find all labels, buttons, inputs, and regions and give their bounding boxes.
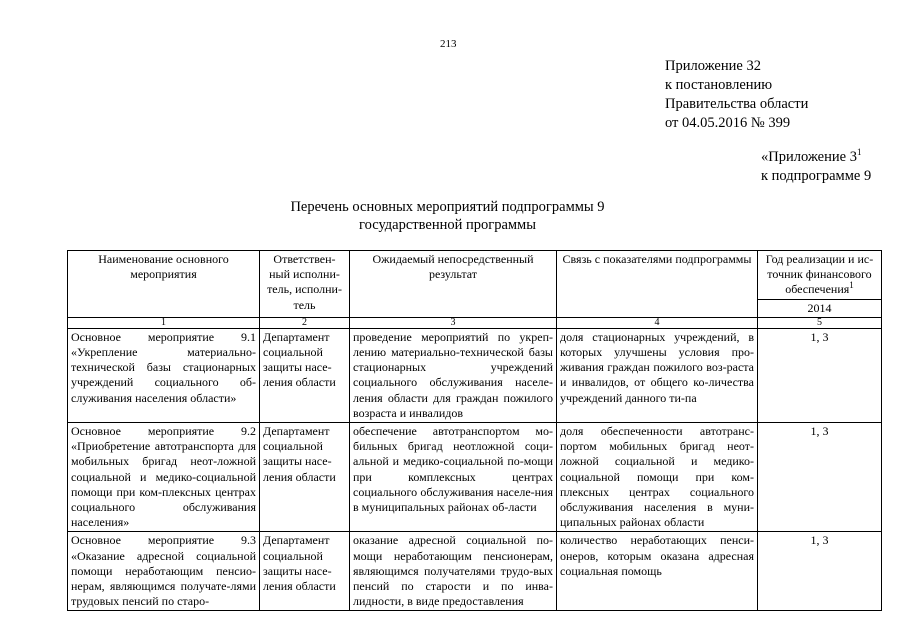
measure-result: обеспечение автотранспортом мо-бильных бригад неотложной соци-альной и медико-социальной по-мощи при комплексных центрах социального обслуживания населе-ния в муниципальных районах об-ласти (350, 423, 557, 532)
appendix-sub-line1: «Приложение $3^1$ (761, 147, 862, 165)
column-number: 5 (758, 317, 882, 328)
page-number: 213 (440, 38, 457, 50)
appendix-line: от 04.05.2016 № 399 (665, 115, 791, 131)
measure-indicator: количество неработающих пенси-онеров, которым оказана адресная социальная помощь (557, 532, 758, 611)
header-indicator: Связь с показателями подпрограммы (557, 251, 758, 318)
column-number-row (68, 317, 882, 328)
measure-name: Основное мероприятие 9.1 «Укрепление материально-технической базы стационарных учреждений социального об-служивания населения области» (68, 328, 260, 422)
footnote-mark: 1 (849, 280, 854, 291)
column-number: 3 (350, 317, 557, 328)
column-number: 4 (557, 317, 758, 328)
measure-executor: Департамент социальной защиты насе-ления области (260, 532, 350, 611)
measure-executor: Департамент социальной защиты насе-ления области (260, 423, 350, 532)
measure-indicator: доля стационарных учреждений, в которых улучшены условия про-живания граждан пожилого воз-раста и инвалидов, от общего ко-личества учреждений данного ти-па (557, 328, 758, 422)
measure-result: проведение мероприятий по укреп-лению материально-технической базы стационарных учреждений социального обслуживания населе-ления области для граждан пожилого возраста и инвалидов (350, 328, 557, 422)
appendix-block (665, 57, 808, 133)
measure-year-source: 1, 3 (758, 532, 882, 611)
appendix-line: к постановлению (665, 77, 773, 93)
header-result: Ожидаемый непосредственный результат (350, 251, 557, 318)
footnote-mark: 1 (856, 147, 862, 158)
measure-year-source: 1, 3 (758, 423, 882, 532)
header-row (68, 251, 882, 300)
measure-year-source: 1, 3 (758, 328, 882, 422)
measure-result: оказание адресной социальной по-мощи неработающим пенсионерам, являющимся получателями трудо-вых пенсий по старости и по инва-лидности, в виде предоставления (350, 532, 557, 611)
measure-name: Основное мероприятие 9.3 «Оказание адресной социальной помощи неработающим пенсио-нерам, являющимся получате-лями трудовых пенсий по старо- (68, 532, 260, 611)
column-number: 2 (260, 317, 350, 328)
column-number: 1 (68, 317, 260, 328)
title-line1: Перечень основных мероприятий подпрограммы 9 (290, 199, 605, 215)
measure-executor: Департамент социальной защиты насе-ления области (260, 328, 350, 422)
appendix-line: Приложение 32 (665, 58, 761, 74)
measure-name: Основное мероприятие 9.2 «Приобретение автотранспорта для мобильных бригад неот-ложной социальной и медико-социальной помощи при ком-плексных центрах социального обслуживания населения» (68, 423, 260, 532)
measures-table (67, 250, 882, 611)
table-row (68, 328, 882, 422)
title-line2: государственной программы (359, 217, 536, 233)
table-row (68, 423, 882, 532)
table-row (68, 532, 882, 611)
document-title (0, 198, 905, 234)
appendix-line: Правительства области (665, 96, 809, 112)
header-year-source: Год реализации и ис-точник финансового обеспечения$^1$ (758, 251, 882, 300)
measure-indicator: доля обеспеченности автотранс-портом мобильных бригад неот-ложной социальной и медико-социальной помощи при ком-плексных центрах социального обслуживания населения в муни-ципальных районах области (557, 423, 758, 532)
header-year: 2014 (758, 299, 882, 317)
appendix-sub-line2: к подпрограмме 9 (761, 168, 872, 184)
header-name: Наименование основного мероприятия (68, 251, 260, 318)
appendix-sub-block (761, 148, 871, 186)
header-executor: Ответствен-ный исполни-тель, исполни-тель (260, 251, 350, 318)
